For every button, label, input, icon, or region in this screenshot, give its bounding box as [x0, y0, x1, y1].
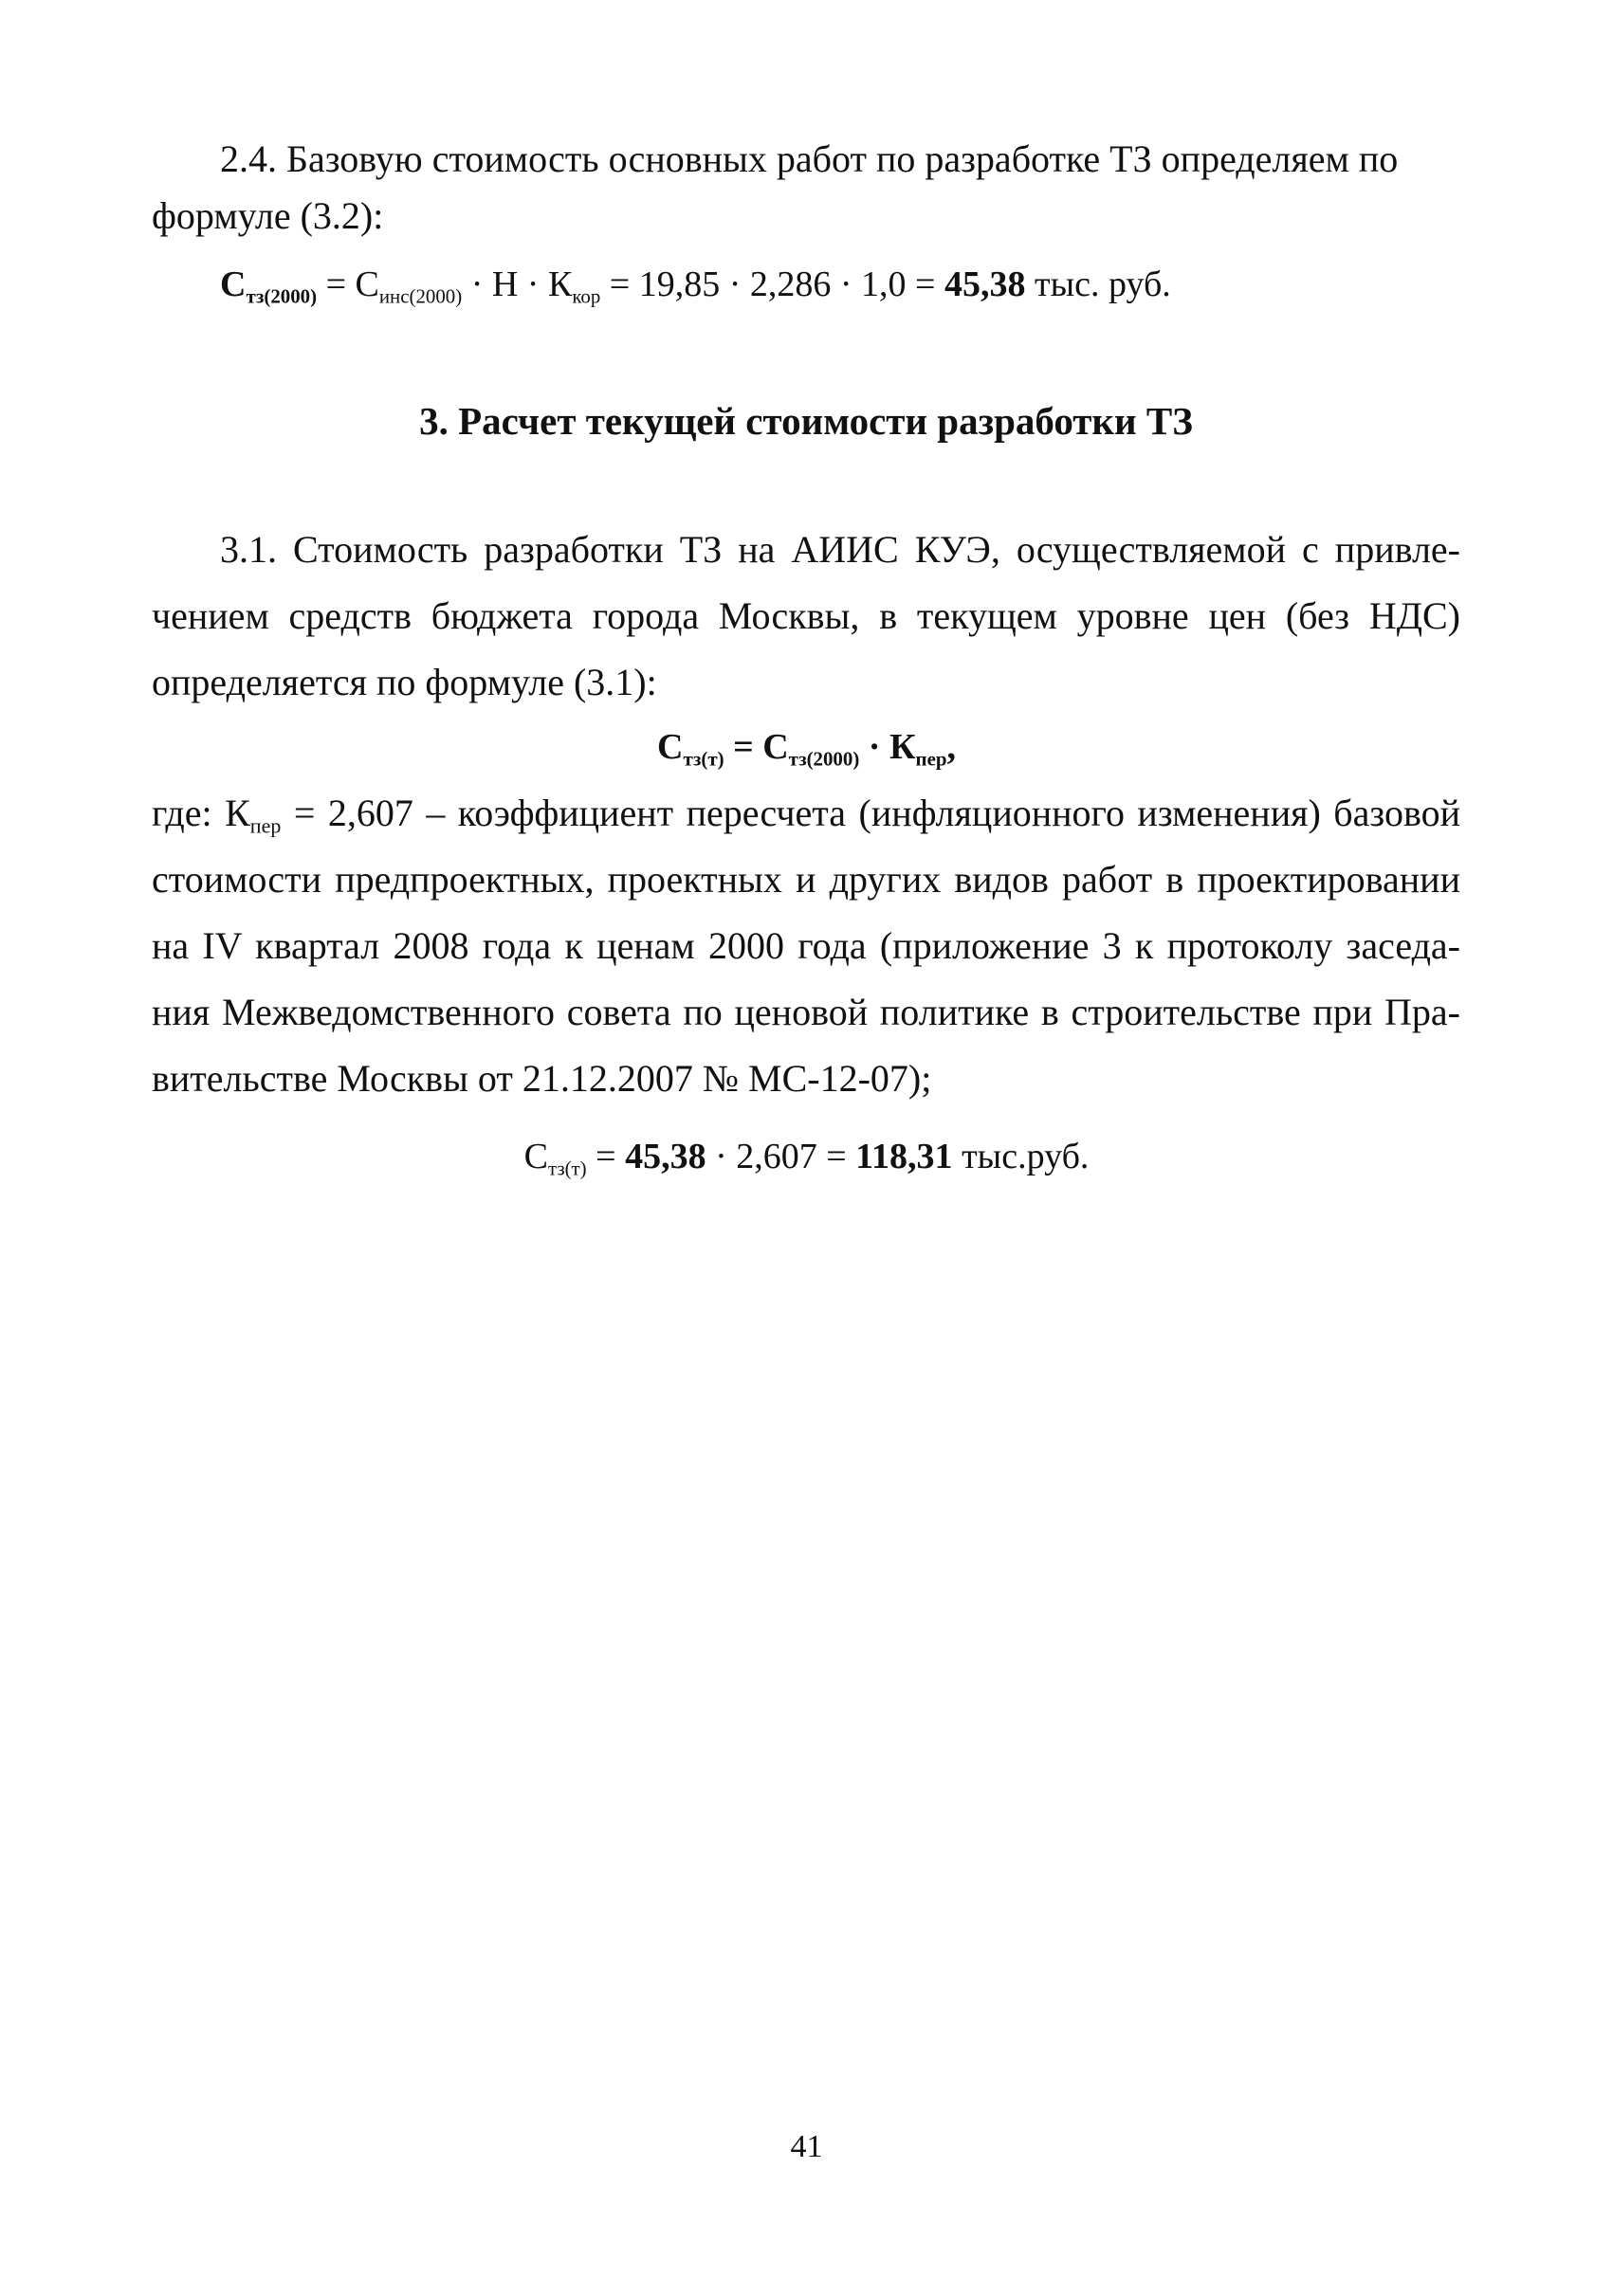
paragraph-2-4-line-2: формуле (3.2):: [152, 194, 384, 237]
formula-result: 45,38: [944, 264, 1026, 304]
formula-lhs: $С_{тз(2000)}$: [220, 264, 318, 308]
paragraph-3-1-line-3: определяется по формуле (3.1):: [152, 661, 657, 703]
where-line-2: стоимости предпроектных, проектных и других видов работ в проектировании: [152, 858, 1460, 901]
page-number: 41: [790, 2129, 823, 2164]
where-line-3: на IV квартал 2008 года к ценам 2000 года (приложение 3 к протоколу заседа-: [152, 924, 1460, 967]
section-heading: 3. Расчет текущей стоимости разработки ТЗ: [419, 399, 1193, 443]
where-line-1: где: $К_{пер} = 2,607$ – коэффициент пересчета (инфляционного изменения) базовой: [152, 792, 1460, 838]
where-line-4: ния Межведомственного совета по ценовой политике в строительстве при Пра-: [152, 991, 1460, 1033]
where-line-5: вительстве Москвы от 21.12.2007 № МС-12-07);: [152, 1057, 932, 1100]
formula-k-kor: $К_{кор}$: [547, 264, 601, 308]
formula-c-ins: $С_{инс(2000)}$: [355, 264, 463, 308]
paragraph-3-1-line-2: чением средств бюджета города Москвы, в текущем уровне цен (без НДС): [152, 594, 1460, 637]
formula-base-cost: $С_{тз(2000)} = С_{инс(2000)} \cdot Н \cdot К_{кор} = 19,85 \cdot 2,286 \cdot 1,0 = 45,38$ тыс. руб.: [220, 264, 1171, 308]
k-per-symbol: $К_{пер}$: [225, 792, 282, 838]
paragraph-2-4-line-1: 2.4. Базовую стоимость основных работ по разработке ТЗ определяем по: [220, 137, 1399, 180]
formula-current-cost: $С_{тз(т)} = С_{тз(2000)} \cdot К_{пер}$,: [657, 727, 956, 771]
formula-current-cost-result: $С_{тз(т)} = 45,38 \cdot 2,607 = 118,31$ тыс.руб.: [523, 1137, 1090, 1180]
paragraph-3-1-line-1: 3.1. Стоимость разработки ТЗ на АИИС КУЭ, осуществляемой с привле-: [220, 528, 1460, 571]
